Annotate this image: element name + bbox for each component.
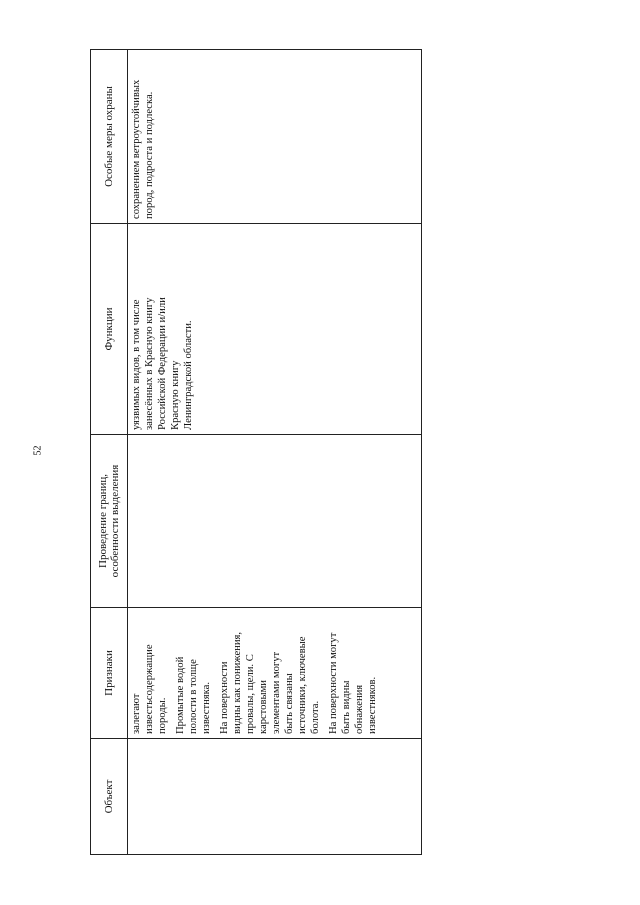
- page-number: 52: [32, 445, 44, 456]
- signs-paragraph-3: На поверхности видны как понижения, провалы, щели. С карстовыми элементами могут быть связаны источники, ключевые болота.: [219, 631, 321, 734]
- cell-functions: уязвимых видов, в том числе занесённых в Красную книгу Российской Федерации и/или Красную книгу Ленинградской области.: [128, 224, 422, 435]
- header-object: Объект: [91, 739, 128, 855]
- signs-paragraph-4: На поверхности могут быть видны обнажения известняков.: [328, 632, 378, 734]
- header-signs: Признаки: [91, 608, 128, 739]
- cell-object: [128, 739, 422, 855]
- cell-protection: сохранением ветроустойчивых пород, подроста и подлеска.: [128, 50, 422, 224]
- protection-table: [90, 49, 422, 855]
- cell-signs: [128, 608, 422, 739]
- table-row: [128, 50, 422, 855]
- header-boundaries: Проведение границ, особенности выделения: [91, 435, 128, 608]
- rotated-table-container: [90, 50, 422, 855]
- cell-boundaries: [128, 435, 422, 608]
- header-row: [91, 50, 128, 855]
- header-functions: Функции: [91, 224, 128, 435]
- signs-paragraph-2: Промытые водой полости в толще известняка.: [175, 656, 212, 734]
- signs-paragraph-1: залегают известьсодержащие породы.: [131, 644, 168, 734]
- header-protection: Особые меры охраны: [91, 50, 128, 224]
